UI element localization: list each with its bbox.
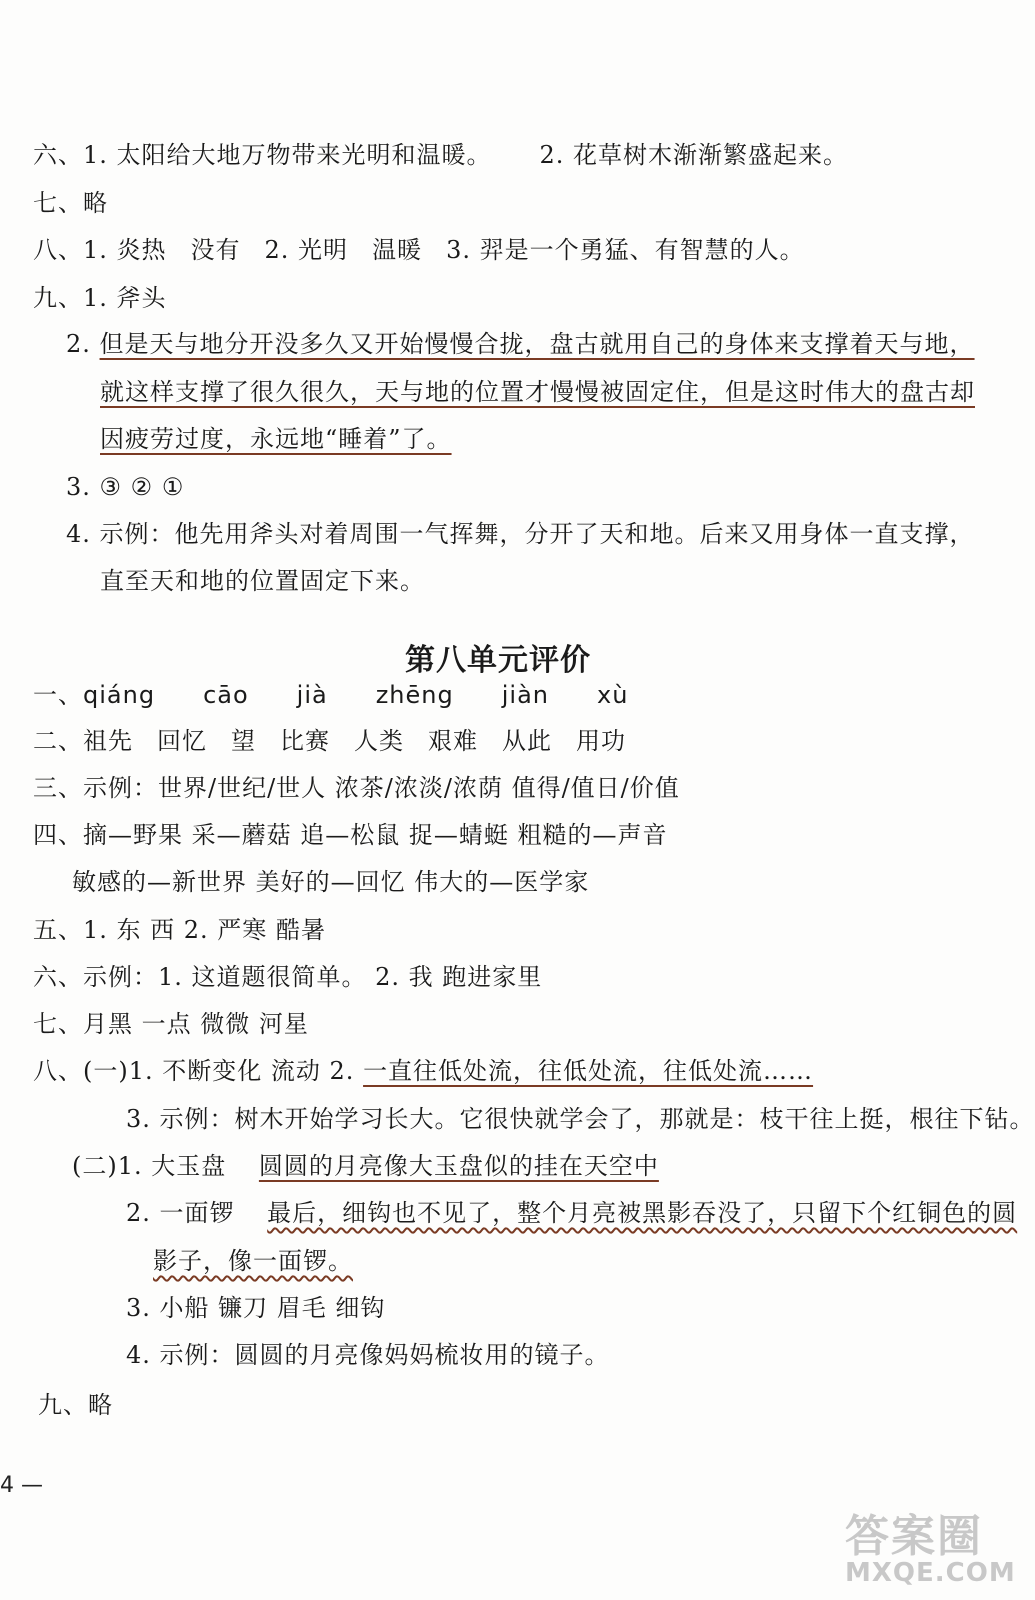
unit8-q8-part2-4: 4. 示例：圆圆的月亮像妈妈梳妆用的镜子。 bbox=[126, 1341, 610, 1369]
word: 比赛 bbox=[280, 727, 330, 755]
unit8-q1 bbox=[33, 680, 628, 710]
word: 回忆 bbox=[157, 727, 207, 755]
answer-9-1-text: 1. 斧头 bbox=[83, 284, 167, 312]
section-number: 九、 bbox=[33, 284, 83, 312]
underlined-answer: 因疲劳过度，永远地“睡着”了。 bbox=[100, 425, 452, 453]
unit8-q8-part1-3: 3. 示例：树木开始学习长大。它很快就学会了，那就是：枝干往上挺，根往下钻。 bbox=[126, 1105, 1035, 1133]
answer-9-1 bbox=[33, 283, 167, 313]
unit8-q8-part1 bbox=[33, 1056, 813, 1086]
watermark-url: MXQE.COM bbox=[845, 1558, 1016, 1588]
answer-8 bbox=[33, 235, 805, 265]
wavy-underlined-answer: 最后，细钩也不见了，整个月亮被黑影吞没了，只留下个红铜色的圆 bbox=[267, 1199, 1018, 1227]
underlined-answer: 圆圆的月亮像大玉盘似的挂在天空中 bbox=[258, 1152, 659, 1180]
answer-9-2-line1 bbox=[66, 329, 975, 359]
unit8-q7: 七、月黑 一点 微微 河星 bbox=[33, 1010, 309, 1038]
answer-8-2b: 温暖 bbox=[372, 236, 423, 264]
pinyin-word: zhēng bbox=[375, 681, 454, 709]
unit8-q8-part2-3: 3. 小船 镰刀 眉毛 细钩 bbox=[126, 1294, 386, 1322]
underlined-answer: 就这样支撑了很久很久，天与地的位置才慢慢被固定住，但是这时伟大的盘古却 bbox=[100, 378, 975, 406]
unit8-q8-part2-1 bbox=[72, 1151, 659, 1181]
section-number: 一、 bbox=[33, 681, 83, 709]
unit8-q6: 六、示例：1. 这道题很简单。 2. 我 跑进家里 bbox=[33, 963, 543, 991]
section-number: 八、 bbox=[33, 236, 83, 264]
wavy-underlined-answer: 影子，像一面锣。 bbox=[153, 1247, 353, 1275]
word: 从此 bbox=[502, 727, 552, 755]
word: 望 bbox=[231, 727, 256, 755]
pinyin-word: qiáng bbox=[83, 681, 156, 709]
unit8-q3: 三、示例：世界/世纪/世人 浓茶/浓淡/浓荫 值得/值日/价值 bbox=[33, 774, 680, 802]
word: 人类 bbox=[354, 727, 404, 755]
unit8-q2 bbox=[33, 726, 626, 756]
q8-part2-2-prefix: 2. 一面锣 bbox=[126, 1199, 235, 1227]
unit-title: 第八单元评价 bbox=[405, 643, 591, 678]
word: 艰难 bbox=[428, 727, 478, 755]
page-number: 4 — bbox=[0, 1473, 43, 1498]
watermark-text: 答案圈 bbox=[845, 1511, 983, 1562]
answer-9-2-number: 2. bbox=[66, 330, 91, 358]
section-number: 六、 bbox=[33, 141, 83, 169]
answer-8-3: 3. 羿是一个勇猛、有智慧的人。 bbox=[446, 236, 805, 264]
underlined-answer: 但是天与地分开没多久又开始慢慢合拢，盘古就用自己的身体来支撑着天与地， bbox=[99, 330, 975, 358]
word: 用功 bbox=[576, 727, 626, 755]
unit8-q4-line2: 敏感的—新世界 美好的—回忆 伟大的—医学家 bbox=[72, 868, 590, 896]
unit8-q5: 五、1. 东 西 2. 严寒 酷暑 bbox=[33, 916, 326, 944]
answer-7: 七、略 bbox=[33, 189, 108, 217]
unit8-q9: 九、略 bbox=[38, 1391, 113, 1419]
unit8-q8-part2-2-line2 bbox=[153, 1246, 353, 1276]
unit8-q8-part2-2-line1 bbox=[126, 1198, 1017, 1228]
answer-6-2: 2. 花草树木渐渐繁盛起来。 bbox=[539, 141, 849, 169]
answer-8-1: 1. 炎热 bbox=[83, 236, 167, 264]
answer-9-4-line2: 直至天和地的位置固定下来。 bbox=[100, 567, 425, 595]
q8-part2-prefix: (二)1. 大玉盘 bbox=[72, 1152, 227, 1180]
answer-9-3: 3. ③ ② ① bbox=[66, 473, 185, 501]
word: 祖先 bbox=[83, 727, 133, 755]
answer-8-1b: 没有 bbox=[190, 236, 241, 264]
section-number: 二、 bbox=[33, 727, 83, 755]
answer-9-2-line2 bbox=[100, 377, 975, 407]
pinyin-word: xù bbox=[597, 681, 629, 709]
q8-part1-prefix: 八、(一)1. 不断变化 流动 2. bbox=[33, 1057, 355, 1085]
answer-9-4-line1: 4. 示例：他先用斧头对着周围一气挥舞，分开了天和地。后来又用身体一直支撑， bbox=[66, 520, 975, 548]
pinyin-word: jiàn bbox=[501, 681, 549, 709]
answer-9-2-line3 bbox=[100, 424, 452, 454]
pinyin-word: jià bbox=[296, 681, 328, 709]
underlined-answer: 一直往低处流，往低处流，往低处流…… bbox=[363, 1057, 814, 1085]
unit8-q4-line1: 四、摘—野果 采—蘑菇 追—松鼠 捉—蜻蜓 粗糙的—声音 bbox=[33, 821, 668, 849]
pinyin-word: cāo bbox=[203, 681, 249, 709]
answer-6 bbox=[33, 140, 848, 170]
answer-6-1: 1. 太阳给大地万物带来光明和温暖。 bbox=[83, 141, 492, 169]
answer-8-2: 2. 光明 bbox=[264, 236, 349, 264]
watermark-logo bbox=[845, 1500, 1016, 1592]
